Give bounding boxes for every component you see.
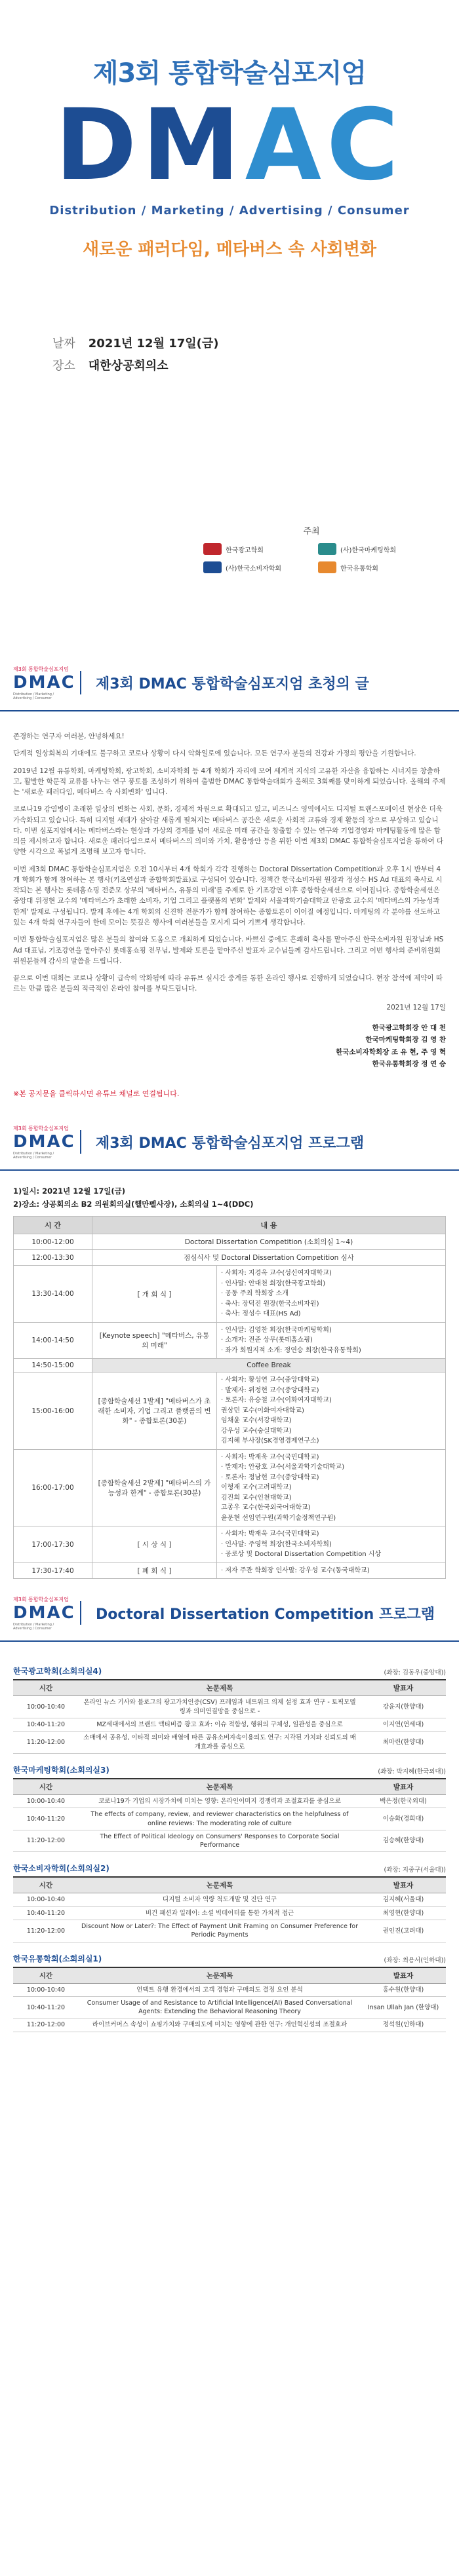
ddc-title: MZ세대에서의 브랜드 액티비즘 광고 효과: 이슈 적합성, 행위의 구체성, 일관성을 중심으로 (79, 1718, 361, 1732)
ddc-time: 10:40-11:20 (13, 1996, 79, 2018)
school-chair: (좌장: 지중구(서울대)) (384, 1866, 446, 1874)
ddc-row (13, 2018, 446, 2032)
sponsor-block (203, 524, 420, 573)
detail-line: · 공로상 및 Doctoral Dissertation Competition 시상 (221, 1551, 382, 1559)
program-session-title: [종합학술세션 1발제] "메타버스가 초래한 소비자, 기업 그리고 플랫폼의 변화" - 종합토론(30분) (92, 1373, 217, 1450)
sponsor-item: (사)한국마케팅학회 (318, 543, 420, 555)
program-session-title: [Keynote speech] "메타버스, 유통의 미래" (92, 1322, 217, 1359)
col-presenter: 발표자 (361, 1967, 446, 1984)
program-time: 12:00-13:30 (14, 1250, 92, 1266)
program-time: 15:00-16:00 (14, 1373, 92, 1450)
col-time: 시간 (13, 1779, 79, 1795)
ddc-section (0, 1585, 459, 2038)
ddc-table (13, 1778, 446, 1852)
detail-line: · 소개자: 전준 상무(롯데홈쇼핑) (221, 1336, 313, 1344)
detail-line: · 인사말: 김영찬 회장(한국마케팅학회) (221, 1326, 332, 1334)
ddc-presenter: 홍수원(한양대) (361, 1983, 446, 1996)
program-table (13, 1216, 446, 1579)
hero-banner[interactable] (0, 0, 459, 655)
program-session-title: [ 시 상 식 ] (92, 1526, 217, 1563)
paragraph: 2019년 12월 유통학회, 마케팅학회, 광고학회, 소비자학회 등 4개 학회가 자리에 모여 세계적 지식의 고유한 자산을 융합하는 시너지를 창출하고, 활발한 학문적 교류를 나누는 연구 풍토를 조성하기 위하여 출범한 DMAC 통합학술대회가 올해로 3회째를 맞이하게 되었습니다. 올해의 주제는 '새로운 패러다임, 메타버스 속 사회변화' 입니다. (13, 767, 446, 797)
kodia-logo-icon (318, 561, 336, 573)
place-label: 장소 (52, 359, 75, 373)
ddc-title: The Effect of Political Ideology on Consumers' Responses to Corporate Social Performance (79, 1830, 361, 1852)
school-name: 한국소비자학회(소회의실2) (13, 1864, 110, 1874)
ddc-row (13, 1920, 446, 1942)
ddc-table (13, 1679, 446, 1753)
ddc-presenter: 권인진(고려대) (361, 1920, 446, 1942)
ddc-row (13, 1718, 446, 1732)
program-time: 10:00-12:00 (14, 1234, 92, 1250)
ddc-time: 10:00-10:40 (13, 1794, 79, 1808)
col-time: 시간 (13, 1877, 79, 1893)
detail-line: · 토론자: 정남현 교수(중앙대학교) (221, 1473, 319, 1481)
school-header (13, 1863, 446, 1874)
detail-line: 이형재 교수(고려대학교) (221, 1484, 292, 1492)
logo-subtitle: Distribution / Marketing / Advertising / Consumer (49, 204, 410, 218)
ddc-title: 언택트 유행 환경에서의 고객 경험과 구매의도 결정 요인 분석 (79, 1983, 361, 1996)
detail-line: · 사회자: 박재욱 교수(국민대학교) (221, 1530, 319, 1538)
ddc-time: 10:40-11:20 (13, 1808, 79, 1830)
school-name: 한국광고학회(소회의실4) (13, 1667, 102, 1676)
ddc-title: 라이브커머스 속성이 쇼핑가치와 구매의도에 미치는 영향에 관한 연구: 개인혁신성의 조절효과 (79, 2018, 361, 2032)
ddc-time: 11:20-12:00 (13, 1732, 79, 1754)
col-presenter: 발표자 (361, 1779, 446, 1795)
ddc-time: 11:20-12:00 (13, 1920, 79, 1942)
section-header (0, 655, 459, 711)
program-row (14, 1563, 446, 1579)
program-time: 17:30-17:40 (14, 1563, 92, 1579)
program-row (14, 1250, 446, 1266)
program-row (14, 1322, 446, 1359)
ddc-row (13, 1996, 446, 2018)
school-header (13, 1764, 446, 1775)
detail-line: · 발제자: 위정현 교수(중앙대학교) (221, 1386, 319, 1394)
date-label: 날짜 (52, 337, 75, 350)
col-title: 논문제목 (79, 1680, 361, 1696)
ddc-time: 10:00-10:40 (13, 1696, 79, 1718)
detail-line: · 공동 주최 학회장 소개 (221, 1290, 289, 1298)
program-item: Doctoral Dissertation Competition (소회의실 1~4) (92, 1234, 446, 1250)
place-value: 대한상공회의소 (88, 359, 169, 373)
ddc-presenter: 강윤지(한양대) (361, 1696, 446, 1718)
col-title: 논문제목 (79, 1967, 361, 1984)
ddc-row (13, 1696, 446, 1718)
program-time: 14:00-14:50 (14, 1322, 92, 1359)
col-content: 내 용 (92, 1217, 446, 1234)
detail-line: · 사회자: 황성연 교수(중앙대학교) (221, 1376, 319, 1384)
dmac-logo: DMAC (55, 88, 404, 202)
divider (80, 1601, 81, 1625)
ddc-presenter: 최마린(한양대) (361, 1732, 446, 1754)
program-session-details (217, 1526, 446, 1563)
program-session-details (217, 1322, 446, 1359)
section-header (0, 1585, 459, 1642)
ddc-body (0, 1642, 459, 2038)
school-chair: (좌장: 최용서(인하대)) (384, 1956, 446, 1964)
col-title: 논문제목 (79, 1877, 361, 1893)
ddc-time: 10:40-11:20 (13, 1718, 79, 1732)
ddc-presenter: 이지연(연세대) (361, 1718, 446, 1732)
mini-logo: 제3회 통합학술심포지엄 DMAC Distribution / Marketing / Advertising / Consumer (13, 666, 75, 700)
detail-line: 고종우 교수(한국외국어대학교) (221, 1504, 311, 1512)
youtube-notice-link[interactable]: ※본 공지문을 클릭하시면 유튜브 채널로 연결됩니다. (13, 1089, 180, 1099)
letter-body (0, 711, 459, 1083)
program-session-title: [ 개 회 식 ] (92, 1266, 217, 1323)
ddc-title: Consumer Usage of and Resistance to Artificial Intelligence(AI) Based Conversational Agents: Extending the Behavioral Reasoning Theory (79, 1996, 361, 2018)
detail-line: · 축사: 정성수 대표(HS Ad) (221, 1310, 301, 1318)
ddc-row (13, 1893, 446, 1906)
ddc-title: 코로나19가 기업의 시장가치에 미치는 영향: 온라인이미지 경쟁력과 조절효과를 중심으로 (79, 1794, 361, 1808)
col-time: 시 간 (14, 1217, 92, 1234)
program-session-details (217, 1449, 446, 1526)
detail-line: · 발제자: 안광호 교수(서울과학기술대학교) (221, 1464, 345, 1471)
program-session-details (217, 1373, 446, 1450)
ddc-presenter: 김승혜(한양대) (361, 1830, 446, 1852)
detail-line: · 인사말: 주영혁 회장(한국소비자학회) (221, 1540, 332, 1548)
detail-line: 김진희 교수(인천대학교) (221, 1494, 292, 1502)
ddc-title: 비건 패션과 일레이: 소셜 빅데이터를 통한 가치적 접근 (79, 1906, 361, 1920)
program-row (14, 1526, 446, 1563)
event-info (52, 334, 219, 379)
detail-line: · 사회자: 박재욱 교수(국민대학교) (221, 1453, 319, 1461)
sponsor-label: 주최 (303, 527, 320, 537)
section-header (0, 1114, 459, 1171)
school-name: 한국마케팅학회(소회의실3) (13, 1765, 110, 1775)
paragraph: 끝으로 이번 대회는 코로나 상황이 급속히 악화됨에 따라 유튜브 실시간 중계를 통한 온라인 행사로 진행하게 되었습니다. 현장 참석에 제약이 따르는 만큼 많은 분들의 적극적인 온라인 참여를 부탁드립니다. (13, 974, 443, 993)
ddc-title: 온라인 뉴스 기사와 블로그의 광고가치인증(CSV) 프레임과 네트워크 의제 설정 효과 연구 - 토픽모델링과 의미연결망을 중심으로 - (79, 1696, 361, 1718)
ddc-presenter: 정석원(인하대) (361, 2018, 446, 2032)
mini-logo: 제3회 통합학술심포지엄 DMAC Distribution / Marketing / Advertising / Consumer (13, 1125, 75, 1160)
divider (80, 1130, 81, 1154)
detail-line: 임채윤 교수(서강대학교) (221, 1417, 292, 1425)
sponsor-item: 한국유통학회 (318, 561, 420, 573)
ddc-presenter: 김지혜(서울대) (361, 1893, 446, 1906)
ddc-time: 11:20-12:00 (13, 1830, 79, 1852)
mini-logo: 제3회 통합학술심포지엄 DMAC Distribution / Marketing / Advertising / Consumer (13, 1596, 75, 1631)
ddc-time: 10:40-11:20 (13, 1906, 79, 1920)
detail-line: 권상민 교수(이화여자대학교) (221, 1407, 304, 1414)
program-session-title: [ 폐 회 식 ] (92, 1563, 217, 1579)
divider (80, 671, 81, 694)
paragraph: 이번 제3회 DMAC 통합학술심포지엄은 오전 10시부터 4개 학회가 각각 진행하는 Doctoral Dissertation Competition과 오후 1시 반부터 4개 학회가 함께 참여하는 본 행사(키조연설과 종합학회발표)로 구성되어 있습니다. 정책간 한국소비자원 원장과 정성수 HS Ad 대표의 축사로 시작되는 본 행사는 롯데홈쇼핑 전준모 상무의 '메타버스, 유통의 미래'를 주제로 한 기조강연 이후 종합학술세션으로 이어집니다. 종합학술세션은 중앙대 위정현 교수의 '메타버스가 초래한 소비자, 기업 그리고 플랫폼의 변화' 발제와 서울과학기술대학교 안광호 교수의 '메타버스의 가능성과 한계' 발제로 구성됩니다. 발제 후에는 4개 학회의 신진학 전문가가 함께 참여하는 종합토론이 이어질 예정입니다. 마케팅의 각 분야를 선도하고 있는 4개 학회 연구자들이 한데 모이는 뜻깊은 행사에 여러분들을 모시게 되어 기쁘게 생각합니다. (13, 865, 443, 926)
ddc-title: Discount Now or Later?: The Effect of Payment Unit Framing on Consumer Preference for Periodic Payments (79, 1920, 361, 1942)
section-title: Doctoral Dissertation Competition 프로그램 (96, 1606, 435, 1623)
program-row (14, 1266, 446, 1323)
detail-line: 강우성 교수(숭실대학교) (221, 1427, 292, 1435)
ksa-logo-icon (203, 543, 222, 555)
program-item: Coffee Break (92, 1359, 446, 1373)
program-time: 17:00-17:30 (14, 1526, 92, 1563)
sponsor-item: (사)한국소비자학회 (203, 561, 305, 573)
kscs-logo-icon (203, 561, 222, 573)
symposium-edition: 제3회 통합학술심포지엄 (92, 58, 367, 88)
ddc-table (13, 1876, 446, 1942)
ddc-time: 10:00-10:40 (13, 1893, 79, 1906)
ddc-title: 디지털 소비자 역량 척도개발 및 진단 연구 (79, 1893, 361, 1906)
school-name: 한국유통학회(소회의실1) (13, 1954, 102, 1963)
ddc-time: 10:00-10:40 (13, 1983, 79, 1996)
ddc-row (13, 1808, 446, 1830)
school-chair: (좌장: 박지혜(한국외대)) (378, 1768, 446, 1775)
school-header (13, 1665, 446, 1676)
ddc-presenter: 백은정(한국외대) (361, 1794, 446, 1808)
col-title: 논문제목 (79, 1779, 361, 1795)
section-title: 제3회 DMAC 통합학술심포지엄 초청의 글 (96, 675, 369, 692)
ddc-row (13, 1794, 446, 1808)
invitation-section (0, 655, 459, 1114)
ddc-row (13, 1830, 446, 1852)
col-time: 시간 (13, 1680, 79, 1696)
paragraph: 이번 통합학술심포지엄은 많은 분들의 참여와 도움으로 개최하게 되었습니다. 바쁘신 중에도 흔쾌히 축사를 맡아주신 한국소비자원 원장님과 HS Ad 대표님, 기조강연을 맡아주신 롯데홈쇼핑 전무님, 발제와 토론을 맡아주신 발표자 교수님들께 감사드립니다. 그리고 이번 행사의 준비위원회 위원분들께 감사의 말씀을 드립니다. (13, 936, 444, 965)
col-time: 시간 (13, 1967, 79, 1984)
detail-line: · 사회자: 지경옥 교수(성신여자대학교) (221, 1270, 332, 1278)
sponsor-item: 한국광고학회 (203, 543, 305, 555)
letter-date: 2021년 12월 17일 (386, 1003, 446, 1012)
detail-line: · 저자 주관 학회장 인사말: 강우성 교수(동국대학교) (221, 1566, 370, 1574)
school-chair: (좌장: 김동우(중앙대)) (384, 1669, 446, 1677)
program-row (14, 1359, 446, 1373)
paragraph: 존경하는 연구자 여러분, 안녕하세요! (13, 732, 125, 740)
program-time: 13:30-14:00 (14, 1266, 92, 1323)
detail-line: · 축사: 장덕진 원장(한국소비자원) (221, 1300, 319, 1308)
ddc-row (13, 1732, 446, 1754)
ddc-presenter: Insan Ullah Jan (한양대) (361, 1996, 446, 2018)
ddc-title: 소매에서 공유성, 이타적 의미와 배열에 따른 공유소비자속이용의도 연구: 지각된 가치와 신뢰도의 매개효과를 중심으로 (79, 1732, 361, 1754)
program-time: 16:00-17:00 (14, 1449, 92, 1526)
program-time: 14:50-15:00 (14, 1359, 92, 1373)
detail-line: · 좌가 회원지적 소개: 정연승 회장(한국유통학회) (221, 1346, 361, 1354)
detail-line: 윤문현 선임연구원(과학기술정책연구원) (221, 1514, 336, 1522)
program-row (14, 1449, 446, 1526)
ddc-row (13, 1906, 446, 1920)
ddc-time: 11:20-12:00 (13, 2018, 79, 2032)
program-session-details (217, 1563, 446, 1579)
program-meta: 1)일시: 2021년 12월 17일(금) 2)장소: 상공회의소 B2 의원회의실(헬만펠사장), 소회의실 1~4(DDC) (13, 1186, 254, 1209)
paragraph: 코로나19 감염병이 초래한 일상의 변화는 사회, 문화, 경제적 차원으로 확대되고 있고, 비즈니스 영역에서도 디지털 트랜스포메이션 현상은 더욱 가속화되고 있습니다. 특히 디지털 세대가 살아갈 새롭게 펼쳐지는 메타버스 공간은 새로운 사회적 교류와 경제 활동의 장으로 부상하고 있습니다. 이번 심포지엄에서는 메타버스라는 현상과 가상의 경계를 넘어 새로운 미래 공간을 창출할 수 있는 연구와 기업경영과 마케팅활동에 많은 함의를 제시하고자 합니다. 새로운 패러다임으로서 메타버스의 의미와 가치, 활용방안 등을 위한 이번 제3회 DMAC 통합학술심포지엄을 통하여 다양한 시각으로 폭넓게 조명해 보고자 합니다. (13, 805, 444, 856)
ddc-presenter: 이승화(경희대) (361, 1808, 446, 1830)
program-item: 점심식사 및 Doctoral Dissertation Competition 심사 (92, 1250, 446, 1266)
slogan: 새로운 패러다임, 메타버스 속 사회변화 (83, 240, 376, 259)
col-presenter: 발표자 (361, 1680, 446, 1696)
kma-logo-icon (318, 543, 336, 555)
ddc-presenter: 최영현(한양대) (361, 1906, 446, 1920)
detail-line: · 토론자: 유승철 교수(이화여자대학교) (221, 1397, 332, 1405)
program-row (14, 1234, 446, 1250)
program-session-details (217, 1266, 446, 1323)
paragraph: 단계적 일상회복의 기대에도 불구하고 코로나 상황이 다시 악화일로에 있습니다. 모든 연구자 분들의 건강과 가정의 평안을 기원합니다. (13, 749, 416, 758)
ddc-table (13, 1967, 446, 2032)
section-title: 제3회 DMAC 통합학술심포지엄 프로그램 (96, 1135, 365, 1152)
detail-line: · 인사말: 안대천 회장(한국광고학회) (221, 1279, 326, 1287)
program-row (14, 1373, 446, 1450)
ddc-row (13, 1983, 446, 1996)
ddc-title: The effects of company, review, and reviewer characteristics on the helpfulness of online reviews: The moderating role of culture (79, 1808, 361, 1830)
program-section (0, 1114, 459, 1585)
signers: 한국광고학회장 안 대 천 한국마케팅학회장 김 영 찬 한국소비자학회장 조 유 현, 주 영 혁 한국유통학회장 정 연 승 (336, 1023, 446, 1068)
date-value: 2021년 12월 17일(금) (88, 337, 219, 350)
school-header (13, 1953, 446, 1964)
col-presenter: 발표자 (361, 1877, 446, 1893)
program-session-title: [종합학술세션 2발제] "메타버스의 가능성과 한계" - 종합토론(30분) (92, 1449, 217, 1526)
detail-line: 김지혜 부사장(SK경영경제연구소) (221, 1437, 319, 1445)
